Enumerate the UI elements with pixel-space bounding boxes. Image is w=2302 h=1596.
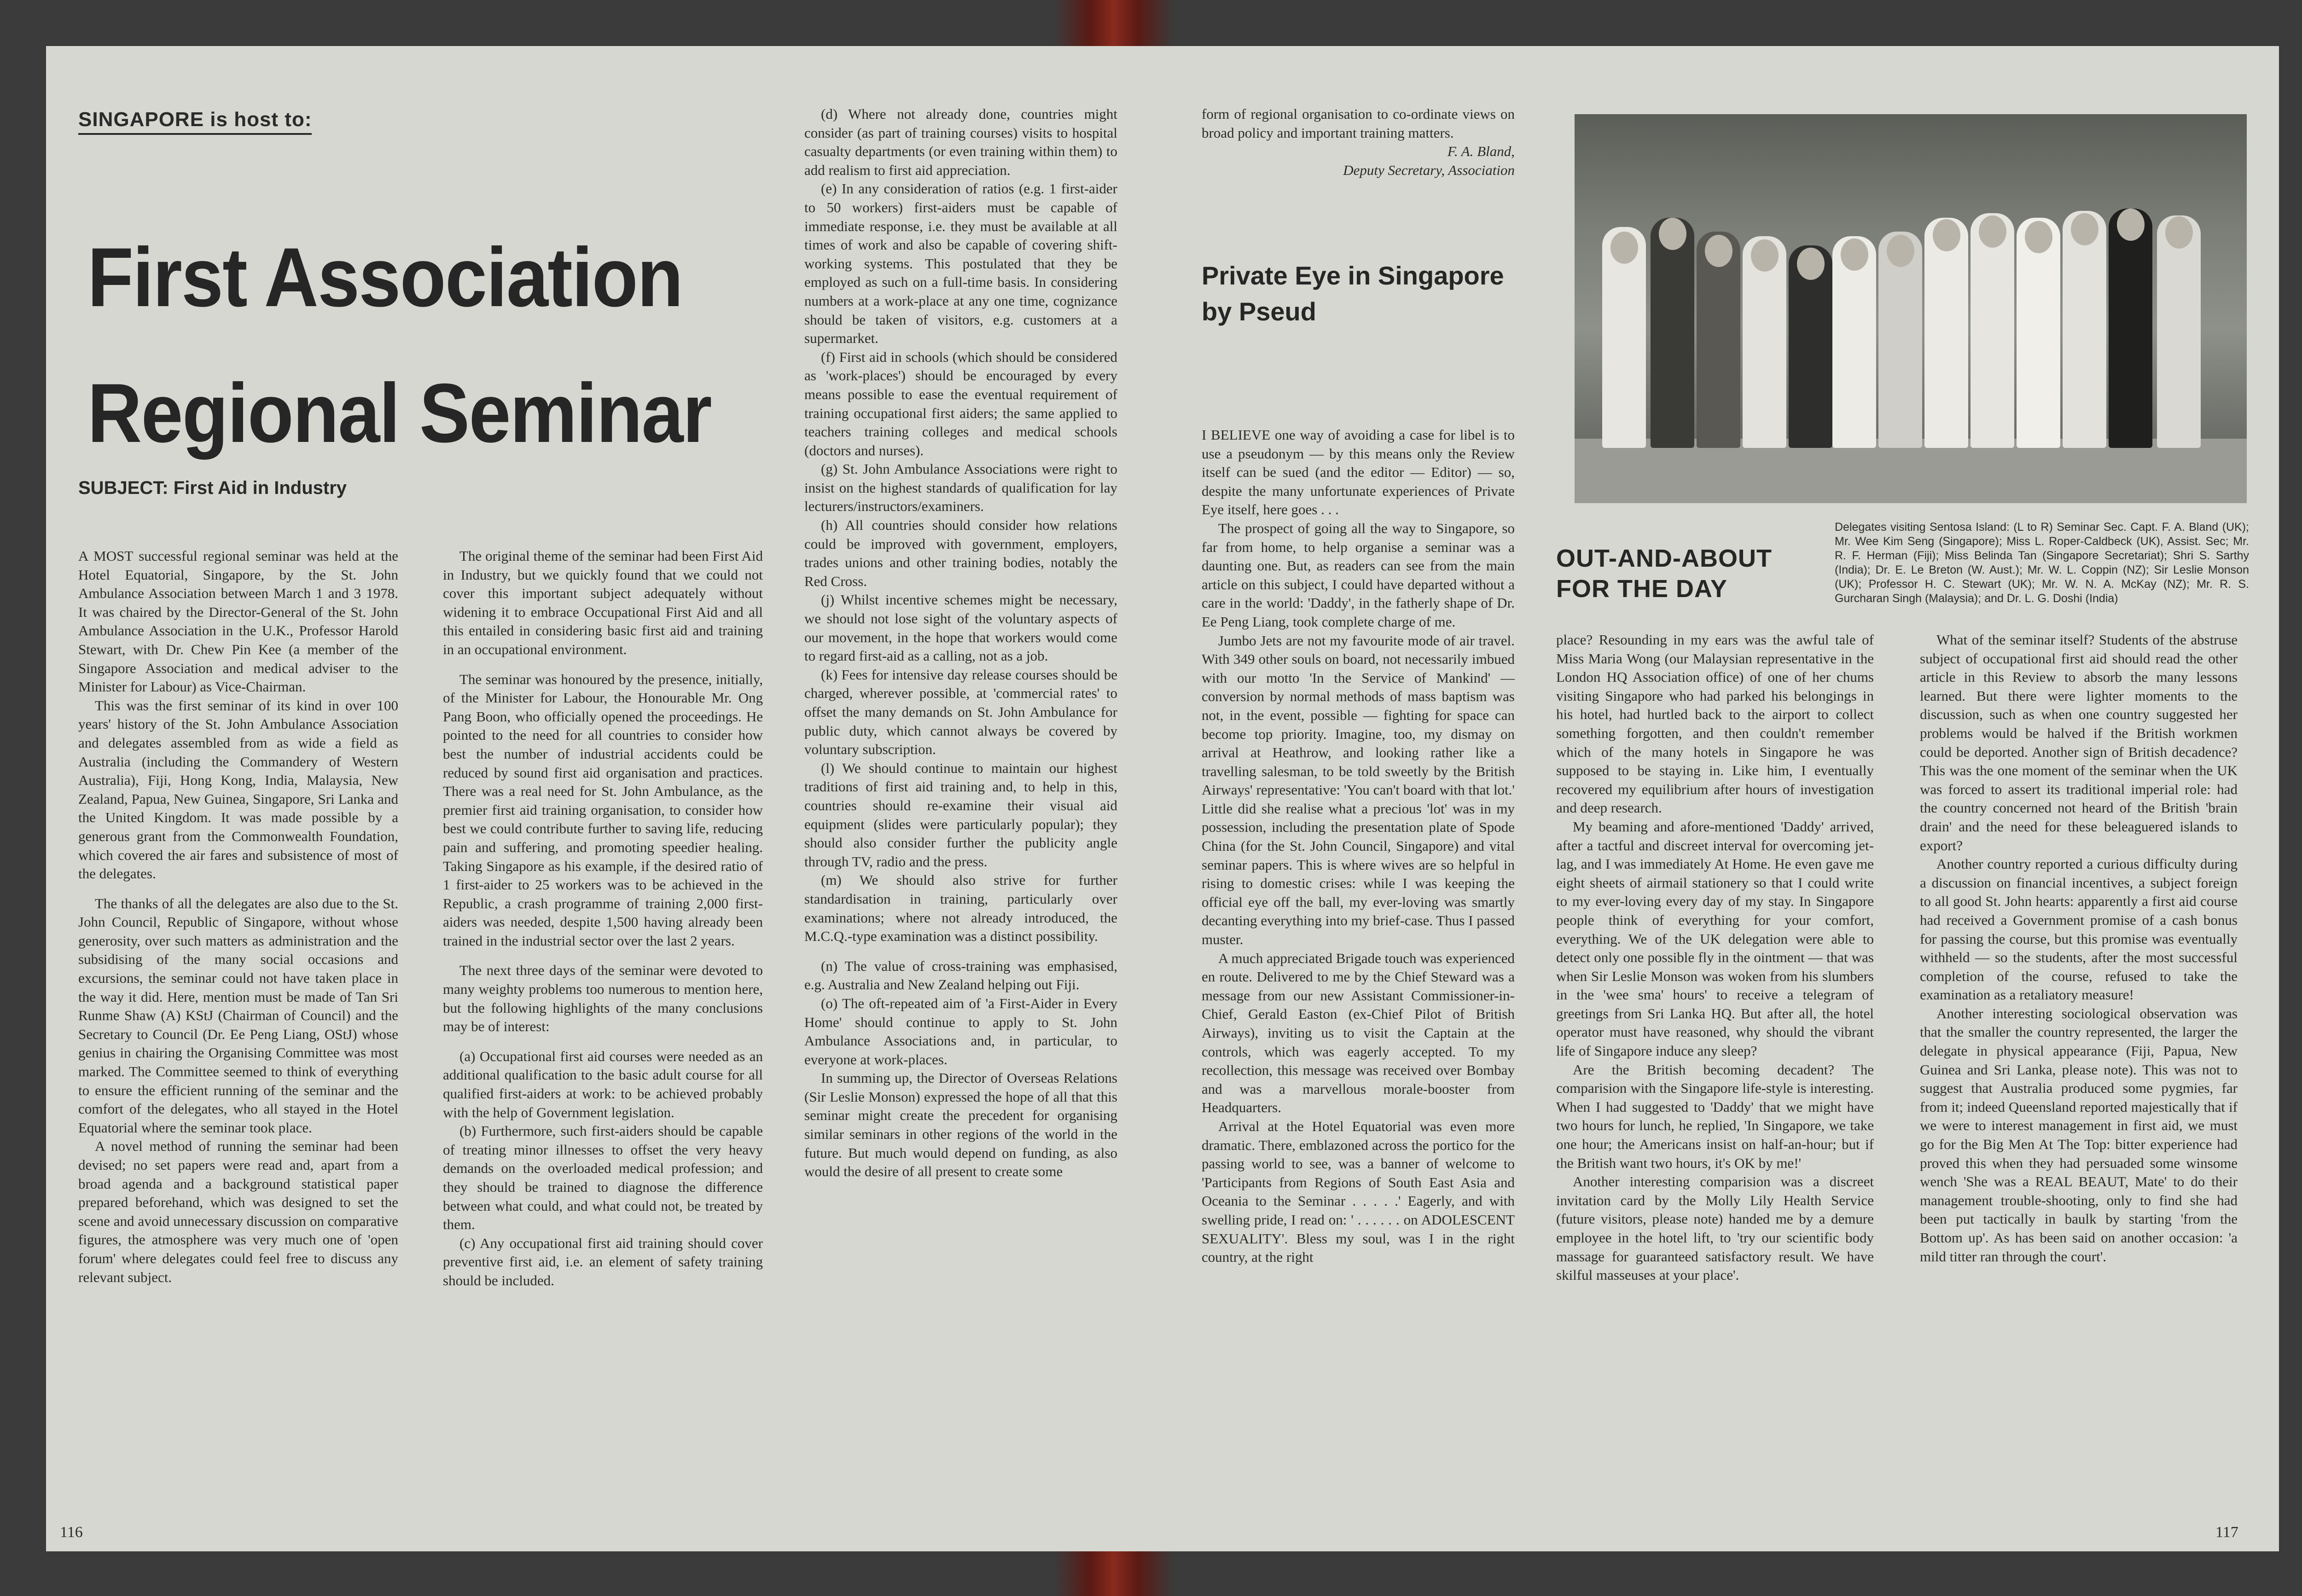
paragraph: (a) Occupational first aid courses were needed as an additional qualification to the basic adult course for all qualified first-aiders at work: to be achieved probably with the help of Government legislation. (443, 1048, 763, 1120)
out-and-about-title-2: FOR THE DAY (1556, 575, 1728, 603)
right-column-1 (1202, 426, 1515, 1267)
photo-head (1887, 235, 1914, 267)
photo-ground (1575, 439, 2247, 503)
paragraph: (c) Any occupational first aid training should cover preventive first aid, i.e. an element of safety training should be included. (443, 1235, 763, 1288)
photo-caption: Delegates visiting Sentosa Island: (L to R) Seminar Sec. Capt. F. A. Bland (UK); Mr. Wee Kim Seng (Singapore); Miss L. Roper-Caldbeck (UK), Assist. Sec; Mr. R. F. Herman (Fiji); Miss Belinda Tan (Singapore Secretariat); Shri S. Sarthy (India); Dr. E. Le Breton (W. Aust.); Mr. W. L. Coppin (NZ); Sir Leslie Monson (UK); Professor H. C. Stewart (UK); Mr. W. N. A. McKay (NZ); Mr. R. S. Gurcharan Singh (Malaysia); and Dr. L. G. Doshi (India) (1835, 521, 2249, 605)
paragraph: (l) We should continue to maintain our highest traditions of first aid training and, to help in this, countries should re-examine their visual aid equipment (slides were particularly popular); they should also consider further the publicity angle through TV, radio and the press. (804, 760, 1117, 870)
private-eye-heading (1202, 258, 1504, 330)
paragraph: (g) St. John Ambulance Associations were right to insist on the highest standards of qualification for lay lecturers/instructors/examiners. (804, 461, 1117, 515)
signature-name: F. A. Bland, (1447, 143, 1515, 160)
out-and-about-title-1: OUT-AND-ABOUT (1556, 545, 1772, 572)
right-page (1169, 46, 2279, 1551)
paragraph: The seminar was honoured by the presence, initially, of the Minister for Labour, the Honourable Mr. Ong Pang Boon, who officially opened the proceedings. He pointed to the need for all countries to consider how best the number of industrial accidents could be reduced by sound first aid organisation and practices. There was a real need for St. John Ambulance, as the premier first aid training organisation, to consider how best we could contribute further to saving life, reducing pain and suffering, and promoting speedier healing. Taking Singapore as his example, if the desired ratio of 1 first-aider to 25 workers was to be achieved in the Republic, a crash programme of training 2,000 first-aiders was needed, despite 1,500 having already been trained in the industrial sector over the last 2 years. (443, 671, 763, 949)
photo-person (1924, 218, 1968, 448)
photo-person (1971, 213, 2014, 448)
paragraph: (o) The oft-repeated aim of 'a First-Aider in Every Home' should continue to apply to St. John Ambulance Associations and, in particular, to everyone at work-places. (804, 995, 1117, 1068)
paragraph: This was the first seminar of its kind in over 100 years' history of the St. John Ambulance Association and delegates assembled from as wide a field as Australia (including the Commandery of Western Australia), Fiji, Hong Kong, India, Malaysia, New Zealand, Papua, New Guinea, Singapore, Sri Lanka and the United Kingdom. It was made possible by a generous grant from the Commonwealth Foundation, which covered the air fares and subsistence of most of the delegates. (78, 697, 398, 882)
paragraph: I BELIEVE one way of avoiding a case for libel is to use a pseudonym — by this means only the Review itself can be sued (and the editor — Editor) — so, despite the many unfortunate experiences of Private Eye itself, here goes . . . (1202, 427, 1515, 518)
photo-person (2063, 211, 2106, 448)
photo-person (2109, 209, 2152, 448)
photo-head (2025, 221, 2052, 253)
page-number: 117 (2215, 1524, 2238, 1541)
paragraph: (h) All countries should consider how relations could be improved with government, employers, trades unions and other training bodies, notably the Red Cross. (804, 517, 1117, 589)
subject-label: SUBJECT: (78, 478, 169, 498)
right-intro (1202, 105, 1515, 180)
photo-head (2117, 209, 2145, 241)
paragraph: (e) In any consideration of ratios (e.g. 1 first-aider to 50 workers) first-aiders must be capable of immediate response, i.e. they must be available at all times of work and also be capable of covering shift-working systems. This postulated that they be employed as such on a full-time basis. In considering numbers at a work-place at any one time, cognizance should be taken of visitors, e.g. customers at a supermarket. (804, 180, 1117, 347)
left-column-2 (443, 547, 763, 1290)
private-eye-byline: by Pseud (1202, 297, 1316, 326)
paragraph: The next three days of the seminar were devoted to many weighty problems too numerous to mention here, but the following highlights of the many conclusions may be of interest: (443, 962, 763, 1035)
paragraph: The thanks of all the delegates are also due to the St. John Council, Republic of Singapore, without whose generosity, over such matters as administration and the subsidising of the many social occasions and excursions, the seminar could not have taken place in the way it did. Here, mention must be made of Tan Sri Runme Shaw (A) KStJ (Chairman of Council) and the Secretary to Council (Dr. Ee Peng Liang, OStJ) whose genius in chairing the Organising Committee was most marked. The Committee seemed to think of everything to ensure the efficient running of the seminar and the comfort of the delegates, who all stayed in the Hotel Equatorial where the seminar took place. (78, 895, 398, 1136)
photo-person (1651, 218, 1694, 448)
paragraph: (n) The value of cross-training was emphasised, e.g. Australia and New Zealand helping out Fiji. (804, 958, 1117, 993)
paragraph: A much appreciated Brigade touch was experienced en route. Delivered to me by the Chief Steward was a message from our new Assistant Commissioner-in-Chief, Gerald Easton (ex-Chief Pilot of British Airways), inviting us to visit the Captain at the controls, which was eagerly accepted. To my recollection, this message was received over Bombay and was a marvellous morale-booster from Headquarters. (1202, 950, 1515, 1116)
photo-head (1979, 215, 2006, 248)
paragraph: (j) Whilst incentive schemes might be necessary, we should not lose sight of the voluntary aspects of our movement, in the hope that workers would come to regard first-aid as a calling, not as a job. (804, 592, 1117, 664)
photo-head (1797, 248, 1825, 280)
paragraph: What of the seminar itself? Students of the abstruse subject of occupational first aid should read the other article in this Review to absorb the many lessons learned. But there were lighter moments to the discussion, such as when one country suggested her problems would be halved if the British workmen could be deported. Another sign of British decadence? This was the one moment of the seminar when the UK was forced to assert its traditional imperial role: had the country concerned not heard of the British 'brain drain' and the need for these beleaguered islands to export? (1920, 632, 2238, 853)
left-column-1 (78, 547, 398, 1287)
right-column-3 (1920, 631, 2238, 1266)
headline-line-1: First Association (87, 230, 683, 324)
paragraph: The prospect of going all the way to Singapore, so far from home, to help organise a seminar was a daunting one. But, as readers can see from the main article on this subject, I could have departed without a care in the world: 'Daddy', in the fatherly shape of Dr. Ee Peng Liang, took complete charge of me. (1202, 520, 1515, 630)
private-eye-title: Private Eye in Singapore (1202, 261, 1504, 290)
paragraph: A MOST successful regional seminar was held at the Hotel Equatorial, Singapore, by the St. John Ambulance Association between March 1 and 3 1978. It was chaired by the Director-General of the St. John Ambulance Association in the U.K., Professor Harold Stewart, with Dr. Chew Pin Kee (a member of the Singapore Association and medical adviser to the Minister for Labour) as Vice-Chairman. (78, 548, 398, 695)
right-column-2 (1556, 631, 1874, 1285)
paragraph: (m) We should also strive for further standardisation in training, particularly over examinations; where not already introduced, the M.C.Q.-type examination was a distinct possibility. (804, 872, 1117, 945)
headline (87, 209, 730, 481)
photo-head (1933, 219, 1960, 251)
page-number: 116 (60, 1524, 83, 1541)
paragraph: (d) Where not already done, countries might consider (as part of training courses) visits to hospital casualty departments (or even training within them) to add realism to first aid appreciation. (804, 106, 1117, 178)
left-column-3 (804, 105, 1117, 1181)
paragraph: (b) Furthermore, such first-aiders should be capable of treating minor illnesses to offset the very heavy demands on the overloaded medical profession; and they should be trained to diagnose the difference between what could, and what could not, be treated by them. (443, 1123, 763, 1233)
paragraph: Jumbo Jets are not my favourite mode of air travel. With 349 other souls on board, not necessarily imbued with our motto 'In the Service of Mankind' — conversion by normal methods of mass baptism was not, in the event, possible — fighting for space can become top priority. Imagine, too, my dismay on arrival at Heathrow, and looking rather like a travelling salesman, to be told sweetly by the British Airways' representative: 'You can't board with that lot.' Little did she realise what a precious 'lot' was in my possession, including the presentation plate of Spode China (for the St. John Council, Singapore) and vital seminar papers. This is where wives are so helpful in rising to domestic crises: while I was keeping the official eye off the ball, my ever-loving was smartly decanting everything into my brief-case. Thus I passed muster. (1202, 632, 1515, 948)
left-page (46, 46, 1169, 1551)
photo-head (1705, 235, 1732, 267)
paragraph: Are the British becoming decadent? The comparision with the Singapore life-style is interesting. When I had suggested to 'Daddy' that we might have two hours for lunch, he replied, 'In Singapore, we take one hour; the Americans insist on half-an-hour; but if the British want two hours, it's OK by me!' (1556, 1061, 1874, 1171)
subject-text: First Aid in Industry (173, 478, 347, 498)
photo-head (1751, 239, 1779, 272)
paragraph: The original theme of the seminar had been First Aid in Industry, but we quickly found that we could not cover this important subject adequately without widening it to embrace Occupational First Aid and all this entailed in considering basic first aid and training in an occupational environment. (443, 548, 763, 657)
paragraph: place? Resounding in my ears was the awful tale of Miss Maria Wong (our Malaysian representative in the London HQ Association office) of one of her chums visiting Singapore who had parked his belongings in his hotel, had hurtled back to the airport to collect something forgotten, and then couldn't remember which of the many hotels in Singapore he was supposed to be staying in. Like him, I eventually recovered my equilibrium after hours of investigation and deep research. (1556, 632, 1874, 816)
paragraph: Arrival at the Hotel Equatorial was even more dramatic. There, emblazoned across the portico for the passing world to see, was a banner of welcome to 'Participants from Regions of South East Asia and Oceania to the Seminar . . . . .' Eagerly, and with swelling pride, I read on: ' . . . . . . on ADOLESCENT SEXUALITY'. Bless my soul, was I in the right country, at the right (1202, 1118, 1515, 1265)
paragraph: A novel method of running the seminar had been devised; no set papers were read and, apart from a broad agenda and a background statistical paper prepared beforehand, which was designed to set the scene and avoid unnecessary discussion on comparative figures, the atmosphere was very much one of 'open forum' where delegates could feel free to discuss any relevant subject. (78, 1138, 398, 1285)
photo-head (2165, 216, 2193, 249)
headline-line-2: Regional Seminar (87, 366, 711, 460)
subject-line (78, 478, 347, 499)
photo-head (1659, 218, 1686, 250)
signature-title: Deputy Secretary, Association (1343, 162, 1515, 178)
photo-head (1610, 232, 1638, 264)
photo-head (1841, 238, 1868, 271)
paragraph: Another country reported a curious difficulty during a discussion on financial incentives, a subject foreign to all good St. John hearts: apparently a first aid course had received a Government promise of a cash bonus for passing the course, but this promise was eventually withheld — so the students, after the most successful completion of the course, refused to take the examination as a retaliatory measure! (1920, 856, 2238, 1003)
paragraph: In summing up, the Director of Overseas Relations (Sir Leslie Monson) expressed the hope of all that this seminar might create the precedent for organising similar seminars in other regions of the world in the future. But much would depend on funding, as also would the desire of all present to create some (804, 1070, 1117, 1180)
out-and-about-heading (1556, 543, 1772, 604)
paragraph: Another interesting comparision was a discreet invitation card by the Molly Lily Health Service (future visitors, please note) handed me by a demure employee in the hotel lift, to 'try our scientific body massage for guaranteed satisfactory result. We have skilful masseuses at your place'. (1556, 1173, 1874, 1283)
kicker: SINGAPORE is host to: (78, 108, 312, 135)
paragraph: (k) Fees for intensive day release courses should be charged, wherever possible, at 'commercial rates' to offset the many demands on St. John Ambulance for public duty, which cannot always be covered by voluntary subscription. (804, 666, 1117, 758)
paragraph: form of regional organisation to co-ordinate views on broad policy and important training matters. (1202, 106, 1515, 141)
paragraph: (f) First aid in schools (which should be considered as 'work-places') should be encouraged by every means possible to ease the eventual requirement of training occupational first aiders; the same applied to teachers training colleges and medical schools (doctors and nurses). (804, 348, 1117, 458)
photo-person (2157, 215, 2201, 448)
paragraph: Another interesting sociological observation was that the smaller the country represented, the larger the delegate in physical appearance (Fiji, Papua, New Guinea and Sri Lanka, please note). This was not to suggest that Australia produced some pygmies, far from it; indeed Queensland reported majestically that if we were to interest management in first aid, we must go for the Big Men At The Top: bitter experience had proved this when they had persuaded some winsome wench 'She was a REAL BEAUT, Mate' to do their management trouble-shooting, only to find she had been put tactically in baulk by starting 'from the Bottom up'. As has been said on another occasion: 'a mild titter ran through the court'. (1920, 1005, 2238, 1265)
photo-head (2071, 213, 2099, 245)
paragraph: My beaming and afore-mentioned 'Daddy' arrived, after a tactful and discreet interval for overcoming jet-lag, and I was immediately At Home. He even gave me eight sheets of airmail stationery so that I could write to my ever-loving every day of my stay. In Singapore people think of everything for your comfort, everything. We of the UK delegation were able to detect only one possible fly in the ointment — that was when Sir Leslie Monson was woken from his slumbers in the 'wee sma' hours' to receive a telegram of greetings from Sri Lanka HQ. But after all, the hotel operator must have reasoned, why should the vibrant life of Singapore induce any sleep? (1556, 818, 1874, 1059)
group-photo (1575, 114, 2247, 503)
